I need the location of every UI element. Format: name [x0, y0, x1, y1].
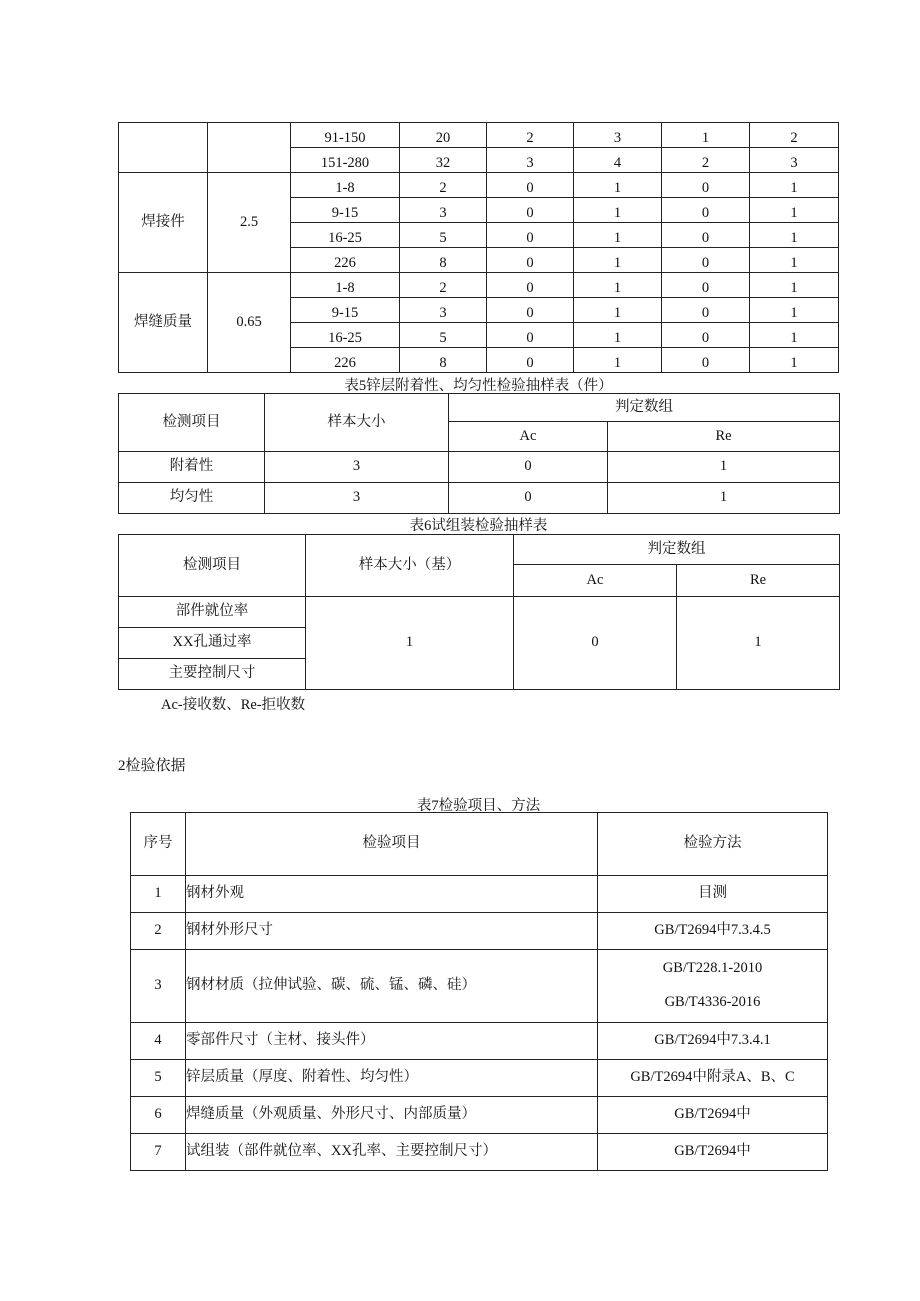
table-row: [131, 1134, 828, 1171]
value-cell: 3: [750, 148, 839, 173]
table-row: [131, 1097, 828, 1134]
row-ac: 0: [449, 483, 608, 514]
table-row: [119, 273, 839, 298]
row-method: [598, 1097, 828, 1134]
value-cell: 1: [662, 123, 750, 148]
group-name: 焊缝质量: [119, 273, 208, 373]
row-number: 7: [131, 1134, 186, 1171]
value-cell: 3: [487, 148, 574, 173]
value-cell: 1: [750, 198, 839, 223]
value-cell: 0: [662, 223, 750, 248]
head-sample-size: 样本大小（基）: [306, 535, 514, 597]
method-line: GB/T2694中7.3.4.5: [654, 922, 771, 939]
method-line: GB/T2694中: [674, 1106, 751, 1123]
head-re: Re: [608, 422, 840, 452]
value-cell: 2: [400, 173, 487, 198]
head-item: 检测项目: [119, 394, 265, 452]
row-ac: 0: [449, 452, 608, 483]
row-item: 均匀性: [119, 483, 265, 514]
value-cell: 1: [574, 298, 662, 323]
method-line: GB/T4336-2016: [664, 994, 761, 1010]
value-cell: 91-150: [291, 123, 400, 148]
value-cell: 3: [400, 298, 487, 323]
value-cell: 0: [662, 298, 750, 323]
value-cell: 32: [400, 148, 487, 173]
trial-assembly-sampling-table: [118, 534, 840, 690]
value-cell: 1: [574, 173, 662, 198]
value-cell: 0: [487, 323, 574, 348]
row-method: [598, 1060, 828, 1097]
head-re: Re: [677, 565, 840, 597]
value-cell: 0: [662, 323, 750, 348]
value-cell: 0: [662, 348, 750, 373]
group-aql: 0.65: [208, 273, 291, 373]
value-cell: 1: [750, 273, 839, 298]
row-re: 1: [608, 483, 840, 514]
value-cell: 3: [400, 198, 487, 223]
blank-cell: [208, 123, 291, 173]
value-cell: 0: [487, 248, 574, 273]
row-method: [598, 950, 828, 1023]
value-cell: 3: [574, 123, 662, 148]
value-cell: 1: [750, 298, 839, 323]
value-cell: 0: [487, 298, 574, 323]
zinc-adhesion-sampling-table: [118, 393, 840, 514]
value-cell: 2: [400, 273, 487, 298]
value-cell: 1: [574, 248, 662, 273]
value-cell: 151-280: [291, 148, 400, 173]
method-line: 目测: [698, 885, 727, 902]
table-row: [131, 1023, 828, 1060]
value-cell: 1-8: [291, 273, 400, 298]
value-cell: 0: [662, 248, 750, 273]
row-item: 附着性: [119, 452, 265, 483]
group-aql: 2.5: [208, 173, 291, 273]
value-cell: 1: [750, 248, 839, 273]
table-row: [131, 1060, 828, 1097]
table-row: [119, 173, 839, 198]
value-cell: 8: [400, 248, 487, 273]
head-ac: Ac: [449, 422, 608, 452]
value-cell: 2: [487, 123, 574, 148]
value-cell: 1: [574, 198, 662, 223]
value-cell: 16-25: [291, 323, 400, 348]
value-cell: 0: [662, 273, 750, 298]
row-method: [598, 1023, 828, 1060]
re-value: 1: [677, 597, 840, 690]
row-item: XX孔通过率: [119, 628, 306, 659]
row-method: [598, 876, 828, 913]
head-method: 检验方法: [598, 813, 828, 876]
value-cell: 0: [487, 273, 574, 298]
ac-value: 0: [514, 597, 677, 690]
value-cell: 226: [291, 348, 400, 373]
table-row: [131, 876, 828, 913]
row-method: [598, 913, 828, 950]
row-item: 锌层质量（厚度、附着性、均匀性）: [186, 1060, 598, 1097]
sample-size-value: 1: [306, 597, 514, 690]
blank-cell: [119, 123, 208, 173]
head-number: 序号: [131, 813, 186, 876]
inspection-items-methods-table: [130, 812, 828, 1171]
sampling-table-4-continued: [118, 122, 839, 373]
value-cell: 20: [400, 123, 487, 148]
section-heading: 2检验依据: [118, 758, 186, 774]
row-number: 1: [131, 876, 186, 913]
row-item: 钢材材质（拉伸试验、碳、硫、锰、磷、硅）: [186, 950, 598, 1023]
table-6-caption: 表6试组装检验抽样表: [409, 518, 548, 534]
value-cell: 2: [662, 148, 750, 173]
value-cell: 9-15: [291, 198, 400, 223]
method-line: GB/T2694中7.3.4.1: [654, 1032, 771, 1049]
value-cell: 9-15: [291, 298, 400, 323]
row-number: 4: [131, 1023, 186, 1060]
row-re: 1: [608, 452, 840, 483]
table-7-caption: 表7检验项目、方法: [416, 798, 541, 814]
head-judgement: 判定数组: [514, 535, 840, 565]
value-cell: 1: [574, 273, 662, 298]
value-cell: 226: [291, 248, 400, 273]
value-cell: 1: [750, 223, 839, 248]
row-item: 焊缝质量（外观质量、外形尺寸、内部质量）: [186, 1097, 598, 1134]
value-cell: 0: [487, 348, 574, 373]
row-item: 部件就位率: [119, 597, 306, 628]
value-cell: 0: [662, 198, 750, 223]
group-name: 焊接件: [119, 173, 208, 273]
head-ac: Ac: [514, 565, 677, 597]
table-row: [131, 950, 828, 1023]
value-cell: 1: [750, 323, 839, 348]
head-judgement: 判定数组: [449, 394, 840, 422]
row-item: 钢材外形尺寸: [186, 913, 598, 950]
table-row: [131, 913, 828, 950]
value-cell: 5: [400, 223, 487, 248]
row-size: 3: [265, 483, 449, 514]
ac-re-note: Ac-接收数、Re-拒收数: [161, 697, 306, 713]
value-cell: 1: [574, 348, 662, 373]
value-cell: 0: [487, 223, 574, 248]
value-cell: 0: [662, 173, 750, 198]
value-cell: 1: [750, 173, 839, 198]
head-item: 检测项目: [119, 535, 306, 597]
method-line: GB/T2694中附录A、B、C: [630, 1069, 795, 1086]
value-cell: 1-8: [291, 173, 400, 198]
row-item: 主要控制尺寸: [119, 659, 306, 690]
method-line: GB/T2694中: [674, 1143, 751, 1160]
value-cell: 5: [400, 323, 487, 348]
value-cell: 8: [400, 348, 487, 373]
value-cell: 1: [750, 348, 839, 373]
method-line: GB/T228.1-2010: [662, 960, 763, 977]
value-cell: 0: [487, 173, 574, 198]
head-sample-size: 样本大小: [265, 394, 449, 452]
head-item: 检验项目: [186, 813, 598, 876]
value-cell: 2: [750, 123, 839, 148]
row-number: 2: [131, 913, 186, 950]
table-5-caption: 表5锌层附着性、均匀性检验抽样表（件）: [344, 378, 613, 394]
row-item: 零部件尺寸（主材、接头件）: [186, 1023, 598, 1060]
row-method: [598, 1134, 828, 1171]
value-cell: 4: [574, 148, 662, 173]
row-size: 3: [265, 452, 449, 483]
value-cell: 1: [574, 323, 662, 348]
row-item: 钢材外观: [186, 876, 598, 913]
row-item: 试组装（部件就位率、XX孔率、主要控制尺寸）: [186, 1134, 598, 1171]
value-cell: 0: [487, 198, 574, 223]
row-number: 5: [131, 1060, 186, 1097]
table-row: [119, 123, 839, 148]
value-cell: 16-25: [291, 223, 400, 248]
row-number: 3: [131, 950, 186, 1023]
row-number: 6: [131, 1097, 186, 1134]
value-cell: 1: [574, 223, 662, 248]
